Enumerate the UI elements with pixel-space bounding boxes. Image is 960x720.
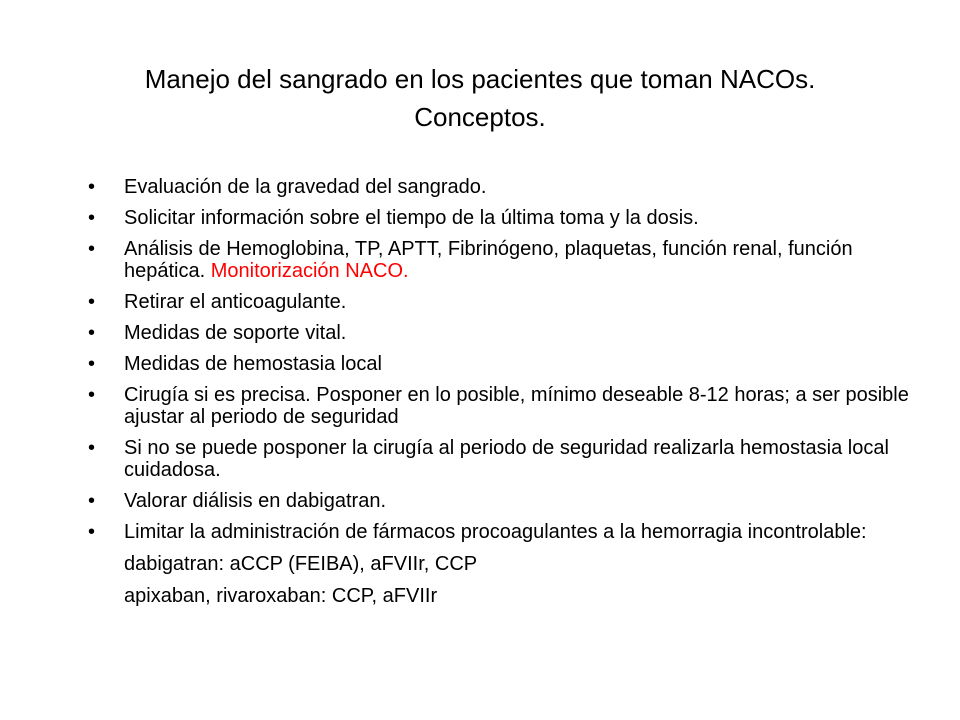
bullet-item — [88, 238, 928, 282]
bullet-marker: • — [88, 437, 96, 459]
bullet-text: Solicitar información sobre el tiempo de la última toma y la dosis. — [124, 207, 699, 229]
title-line-1: Manejo del sangrado en los pacientes que toman NACOs. — [144, 64, 816, 94]
bullet-marker: • — [88, 384, 96, 406]
bullet-text: Si no se puede posponer la cirugía al periodo de seguridad realizarla hemostasia local cuidadosa. — [124, 437, 889, 481]
bullet-marker: • — [88, 176, 96, 198]
bullet-text: Valorar diálisis en dabigatran. — [124, 490, 387, 512]
bullet-item — [88, 291, 928, 313]
bullet-text: Retirar el anticoagulante. — [124, 291, 347, 313]
bullet-item — [88, 437, 928, 481]
bullet-marker: • — [88, 322, 96, 344]
sub-item — [88, 585, 928, 607]
bullet-list — [88, 176, 928, 616]
bullet-marker: • — [88, 207, 96, 229]
bullet-item — [88, 521, 928, 543]
bullet-item — [88, 207, 928, 229]
bullet-text: Evaluación de la gravedad del sangrado. — [124, 176, 487, 198]
bullet-item — [88, 322, 928, 344]
sub-item-text: dabigatran: aCCP (FEIBA), aFVIIr, CCP — [124, 553, 478, 575]
highlight-text: Monitorización NACO. — [210, 260, 409, 282]
bullet-marker: • — [88, 291, 96, 313]
bullet-text: Medidas de soporte vital. — [124, 322, 347, 344]
sub-item-text: apixaban, rivaroxaban: CCP, aFVIIr — [124, 585, 438, 607]
title-line-2: Conceptos. — [414, 102, 546, 132]
bullet-marker: • — [88, 521, 96, 543]
bullet-item — [88, 353, 928, 375]
bullet-text: Análisis de Hemoglobina, TP, APTT, Fibrinógeno, plaquetas, función renal, función hepática. — [124, 238, 853, 282]
bullet-item — [88, 176, 928, 198]
bullet-marker: • — [88, 490, 96, 512]
bullet-item — [88, 490, 928, 512]
slide-title — [40, 60, 920, 136]
bullet-text: Limitar la administración de fármacos procoagulantes a la hemorragia incontrolable: — [124, 521, 867, 543]
bullet-text: Medidas de hemostasia local — [124, 353, 382, 375]
bullet-text: Cirugía si es precisa. Posponer en lo posible, mínimo deseable 8-12 horas; a ser posible ajustar al periodo de seguridad — [124, 384, 909, 428]
bullet-item — [88, 384, 928, 428]
sub-item — [88, 553, 928, 575]
bullet-marker: • — [88, 238, 96, 260]
bullet-marker: • — [88, 353, 96, 375]
